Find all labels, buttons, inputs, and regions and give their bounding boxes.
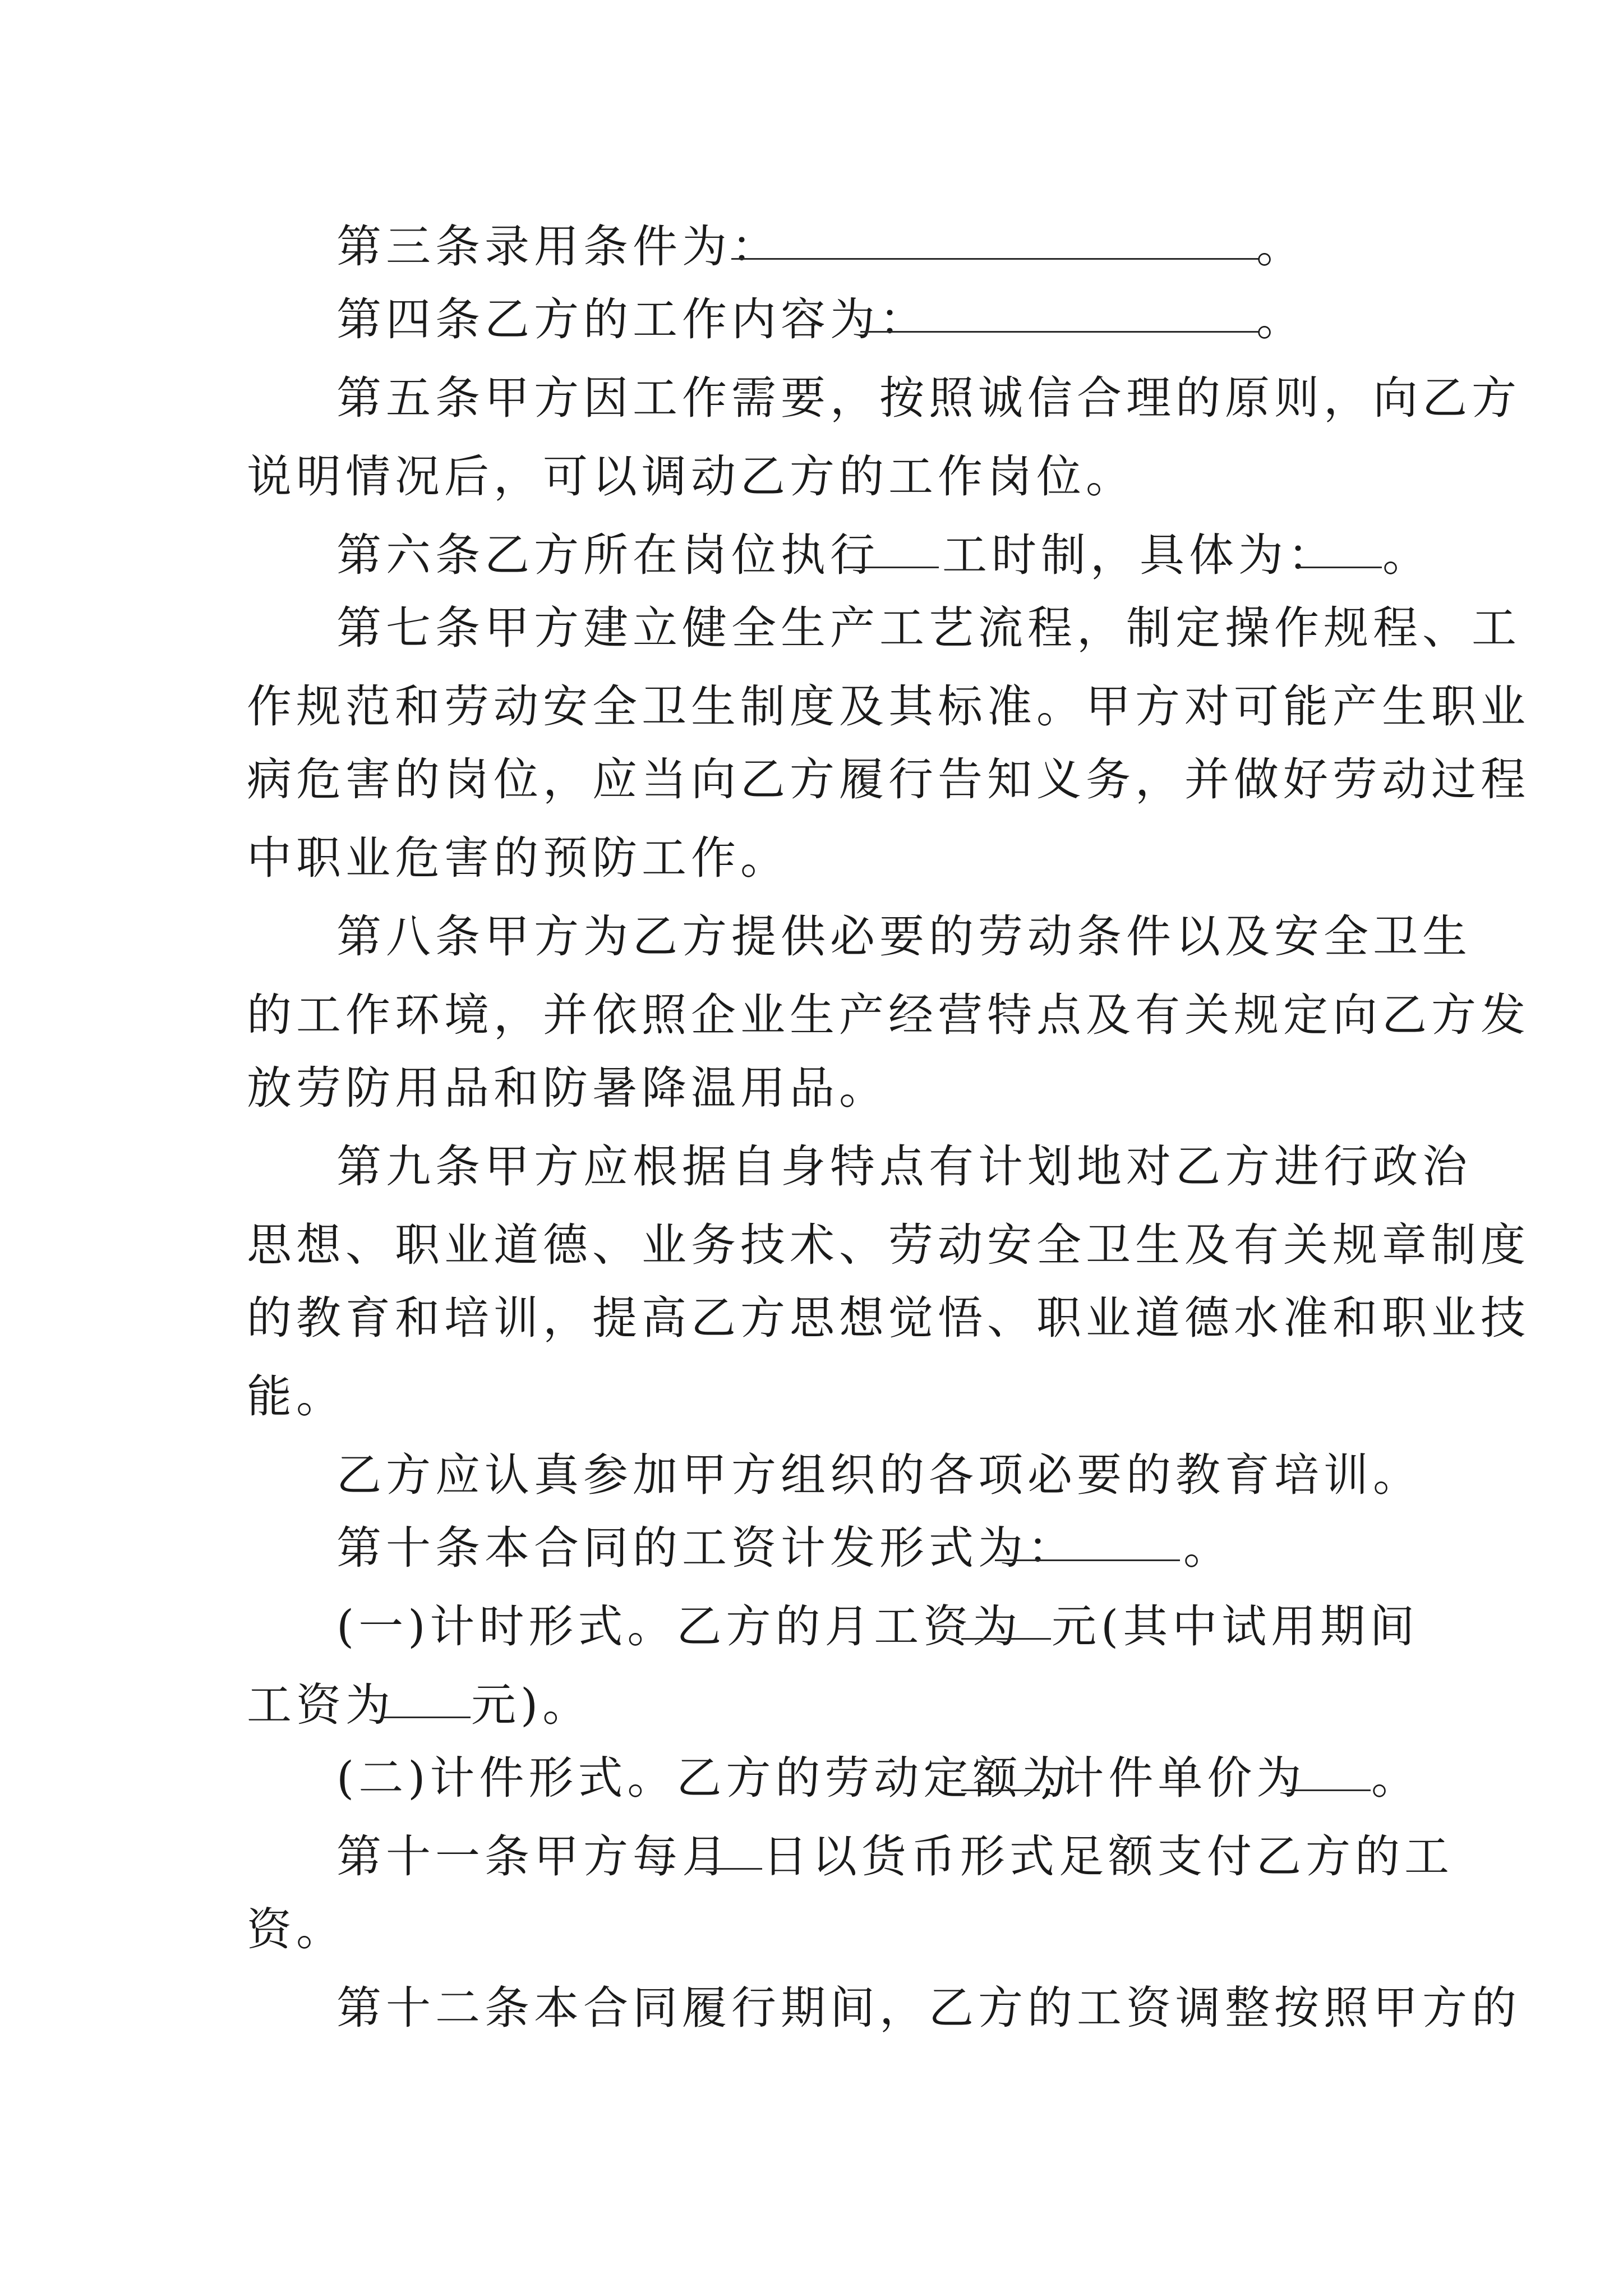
article-10-label: 第十条本合同的工资计发形式为： bbox=[336, 1522, 1077, 1574]
article-9-line-3 bbox=[0, 1290, 1623, 1346]
monthly-wage-blank bbox=[961, 1599, 1051, 1640]
article-5-line-1 bbox=[0, 370, 1623, 426]
article-7-line-2 bbox=[0, 679, 1623, 735]
article-10-blank bbox=[995, 1520, 1180, 1561]
probation-end: 元)。 bbox=[471, 1679, 592, 1731]
article-6-mid: 工时制，具体为： bbox=[942, 529, 1337, 581]
article-3-end: 。 bbox=[1256, 220, 1306, 273]
hourly-line-2 bbox=[0, 1677, 1623, 1733]
article-9-text-3: 的教育和培训，提高乙方思想觉悟、职业道德水准和职业技 bbox=[247, 1292, 1530, 1344]
training-text: 乙方应认真参加甲方组织的各项必要的教育培训。 bbox=[336, 1449, 1422, 1501]
article-7-text-2: 作规范和劳动安全卫生制度及其标准。甲方对可能产生职业 bbox=[247, 680, 1530, 733]
article-9-text-1: 第九条甲方应根据自身特点有计划地对乙方进行政治 bbox=[336, 1140, 1472, 1193]
article-3-blank bbox=[731, 219, 1258, 260]
piecework-end: 。 bbox=[1371, 1752, 1421, 1804]
article-4-end: 。 bbox=[1256, 293, 1306, 346]
article-8-text-3: 放劳防用品和防暑降温用品。 bbox=[247, 1062, 888, 1114]
article-9-text-2: 思想、职业道德、业务技术、劳动安全卫生及有关规章制度 bbox=[247, 1219, 1530, 1271]
hourly-line-1 bbox=[0, 1599, 1623, 1655]
article-6-end: 。 bbox=[1382, 529, 1432, 581]
article-8-line-2 bbox=[0, 987, 1623, 1043]
article-5-text-1: 第五条甲方因工作需要，按照诚信合理的原则，向乙方 bbox=[336, 372, 1521, 424]
article-9-text-4: 能。 bbox=[247, 1370, 345, 1423]
probation-wage-blank bbox=[381, 1677, 471, 1718]
article-7-line-1 bbox=[0, 600, 1623, 656]
article-7-text-3: 病危害的岗位，应当向乙方履行告知义务，并做好劳动过程 bbox=[247, 753, 1530, 806]
article-12-line bbox=[0, 1980, 1623, 2036]
article-12-text: 第十二条本合同履行期间，乙方的工资调整按照甲方的 bbox=[336, 1982, 1521, 2034]
article-6-line bbox=[0, 527, 1623, 583]
article-3-line bbox=[0, 219, 1623, 275]
article-10-end: 。 bbox=[1183, 1522, 1233, 1574]
article-11-text-2: 资。 bbox=[247, 1903, 345, 1955]
article-6-blank-1 bbox=[843, 527, 939, 568]
article-7-text-1: 第七条甲方建立健全生产工艺流程，制定操作规程、工 bbox=[336, 602, 1521, 654]
article-8-line-1 bbox=[0, 909, 1623, 965]
article-3-label: 第三条录用条件为： bbox=[336, 220, 781, 273]
article-8-text-2: 的工作环境，并依照企业生产经营特点及有关规定向乙方发 bbox=[247, 989, 1530, 1041]
unit-price-label: ,计件单价为 bbox=[1040, 1752, 1306, 1804]
article-11-line-1 bbox=[0, 1829, 1623, 1885]
article-6-blank-2 bbox=[1298, 527, 1382, 568]
article-6-label: 第六条乙方所在岗位执行 bbox=[336, 529, 879, 581]
article-5-line-2 bbox=[0, 449, 1623, 505]
article-11-label: 第十一条甲方每月 bbox=[336, 1830, 731, 1883]
article-7-line-3 bbox=[0, 752, 1623, 808]
piecework-line bbox=[0, 1750, 1623, 1806]
article-7-text-4: 中职业危害的预防工作。 bbox=[247, 832, 790, 884]
article-9-line-2 bbox=[0, 1217, 1623, 1273]
article-10-line bbox=[0, 1520, 1623, 1576]
probation-label: 工资为 bbox=[247, 1679, 395, 1731]
article-8-line-3 bbox=[0, 1060, 1623, 1116]
training-line bbox=[0, 1447, 1623, 1503]
article-5-text-2: 说明情况后，可以调动乙方的工作岗位。 bbox=[247, 450, 1135, 503]
article-9-line-1 bbox=[0, 1139, 1623, 1195]
payday-blank bbox=[695, 1829, 762, 1870]
unit-price-blank bbox=[1287, 1750, 1371, 1791]
article-4-blank bbox=[860, 292, 1258, 333]
piecework-label: (二)计件形式。乙方的劳动定额为 bbox=[336, 1752, 1072, 1804]
hourly-label: (一)计时形式。乙方的月工资为 bbox=[336, 1600, 1022, 1653]
article-7-line-4 bbox=[0, 830, 1623, 886]
hourly-rest: 元(其中试用期间 bbox=[1052, 1600, 1419, 1653]
article-4-label: 第四条乙方的工作内容为： bbox=[336, 293, 929, 346]
article-8-text-1: 第八条甲方为乙方提供必要的劳动条件以及安全卫生 bbox=[336, 910, 1472, 963]
labor-quota-blank bbox=[961, 1750, 1040, 1791]
article-11-line-2 bbox=[0, 1902, 1623, 1958]
article-4-line bbox=[0, 292, 1623, 348]
article-11-rest: 日以货币形式足额支付乙方的工 bbox=[763, 1830, 1454, 1883]
article-9-line-4 bbox=[0, 1369, 1623, 1425]
